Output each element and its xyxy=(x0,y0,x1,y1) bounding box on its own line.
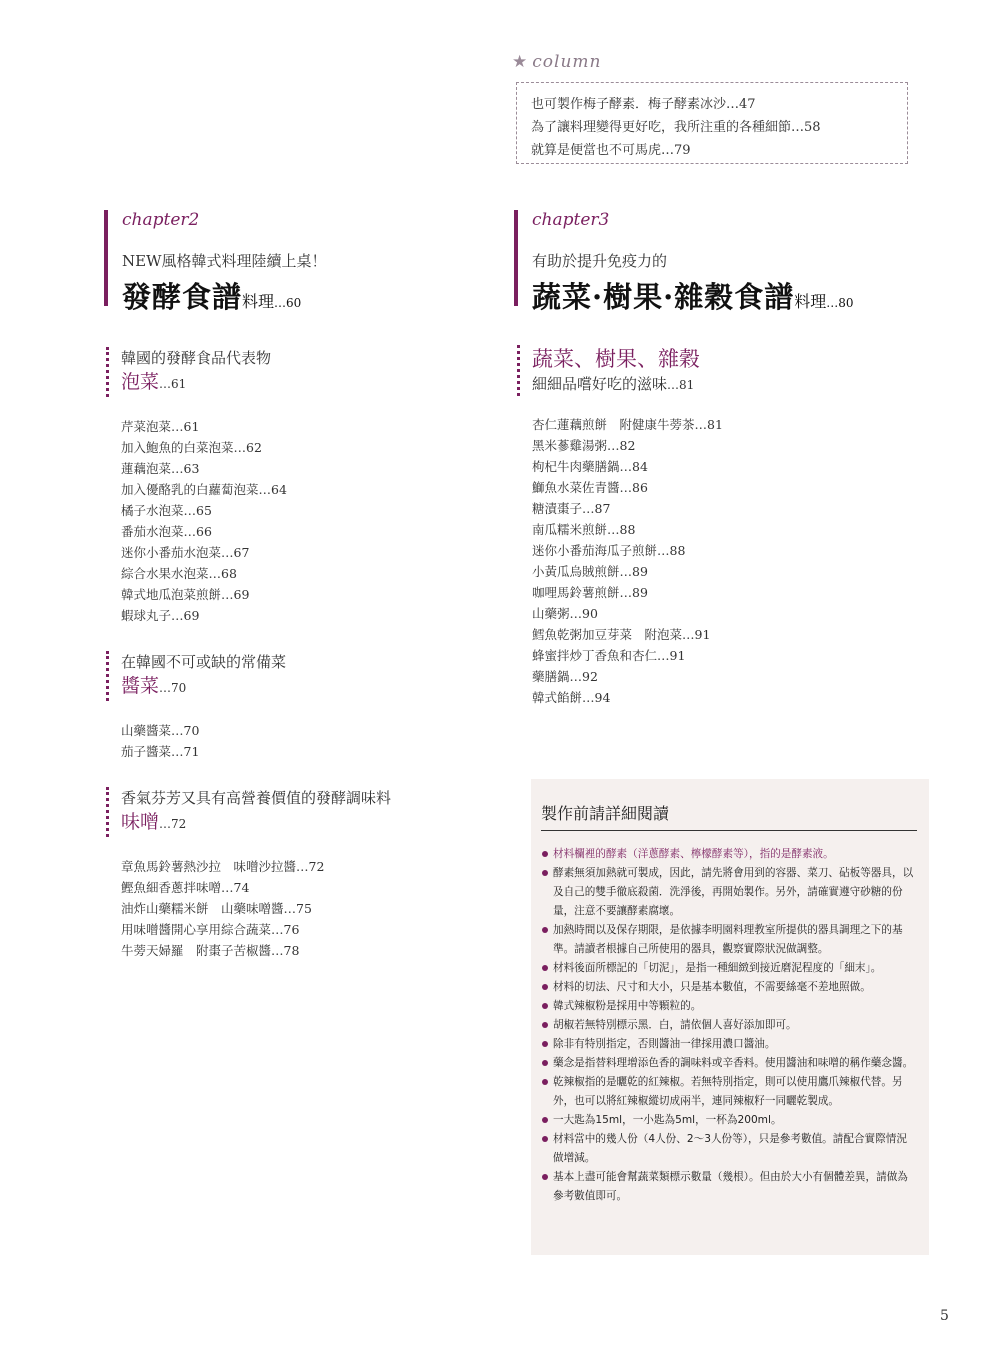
list-item: 迷你小番茄水泡菜…67 xyxy=(121,545,250,560)
chapter3-tag: chapter3 xyxy=(532,210,610,230)
section-veg-list xyxy=(532,414,723,708)
list-item: 迷你小番茄海瓜子煎餅…88 xyxy=(532,543,686,558)
star-icon: ★ xyxy=(512,52,529,72)
list-item: 糖漬棗子…87 xyxy=(532,501,611,516)
list-item: 蝦球丸子…69 xyxy=(121,608,200,623)
list-item: 山藥醬菜…70 xyxy=(121,723,200,738)
page-number: 5 xyxy=(940,1308,949,1324)
notice-item: 韓式辣椒粉是採用中等顆粒的。 xyxy=(541,997,917,1016)
notice-item: 基本上盡可能會幫蔬菜類標示數量（幾根）。但由於大小有個體差異，請做為參考數值即可。 xyxy=(541,1168,917,1206)
column-item: 就算是便當也不可馬虎…79 xyxy=(531,143,691,158)
chapter3-title: 蔬菜·樹果·雜穀食譜料理…80 xyxy=(532,280,854,314)
column-item: 也可製作梅子酵素．梅子酵素冰沙…47 xyxy=(531,97,756,112)
chapter2-tag: chapter2 xyxy=(122,210,200,230)
list-item: 鰤魚水菜佐青醬…86 xyxy=(532,480,648,495)
section-miso-header: 香氣芬芳又具有高營養價值的發酵調味料 味噌…72 xyxy=(106,787,391,837)
notice-item: 加熱時間以及保存期限，是依據李明園料理教室所提供的器具調理之下的基準。請讀者根據自己所使用的器具，觀察實際狀況做調整。 xyxy=(541,921,917,959)
column-box xyxy=(516,82,908,164)
notice-item: 材料的切法、尺寸和大小，只是基本數值，不需要絲毫不差地照做。 xyxy=(541,978,917,997)
list-item: 小黃瓜烏賊煎餅…89 xyxy=(532,564,648,579)
list-item: 綜合水果水泡菜…68 xyxy=(121,566,237,581)
list-item: 藥膳鍋…92 xyxy=(532,669,598,684)
list-item: 杏仁蓮藕煎餅 附健康牛蒡茶…81 xyxy=(532,417,723,432)
list-item: 鰹魚細香蔥拌味噌…74 xyxy=(121,880,250,895)
section-miso-list xyxy=(121,856,324,961)
list-item: 章魚馬鈴薯熱沙拉 味噌沙拉醬…72 xyxy=(121,859,325,874)
column-item: 為了讓料理變得更好吃，我所注重的各種細節…58 xyxy=(531,120,821,135)
notice-box xyxy=(531,779,929,1255)
chapter3-header xyxy=(514,210,854,314)
list-item: 蜂蜜拌炒丁香魚和杏仁…91 xyxy=(532,648,686,663)
list-item: 黑米蔘雞湯粥…82 xyxy=(532,438,636,453)
list-item: 韓式餡餅…94 xyxy=(532,690,611,705)
chapter2-header xyxy=(104,210,327,314)
list-item: 油炸山藥糯米餅 山藥味噌醬…75 xyxy=(121,901,312,916)
notice-item: 胡椒若無特別標示黑．白，請依個人喜好添加即可。 xyxy=(541,1016,917,1035)
notice-item: 乾辣椒指的是曬乾的紅辣椒。若無特別指定，則可以使用鷹爪辣椒代替。另外，也可以將紅辣椒縱切成兩半，連同辣椒籽一同曬乾製成。 xyxy=(541,1073,917,1111)
list-item: 牛蒡天婦羅 附棗子苦椒醬…78 xyxy=(121,943,300,958)
notice-item: 材料後面所標記的「切泥」，是指一種細緻到接近磨泥程度的「細末」。 xyxy=(541,959,917,978)
notice-item: 除非有特別指定，否則醬油一律採用濃口醬油。 xyxy=(541,1035,917,1054)
list-item: 加入鮑魚的白菜泡菜…62 xyxy=(121,440,262,455)
list-item: 橘子水泡菜…65 xyxy=(121,503,212,518)
list-item: 番茄水泡菜…66 xyxy=(121,524,212,539)
notice-title: 製作前請詳細閱讀 xyxy=(541,801,917,831)
list-item: 用味噌醬開心享用綜合蔬菜…76 xyxy=(121,922,300,937)
notice-list xyxy=(541,845,917,1206)
section-kimchi-list xyxy=(121,416,287,626)
chapter2-title: 發酵食譜料理…60 xyxy=(122,280,302,314)
notice-item: 一大匙為15ml，一小匙為5ml，一杯為200ml。 xyxy=(541,1111,917,1130)
list-item: 韓式地瓜泡菜煎餅…69 xyxy=(121,587,250,602)
list-item: 咖哩馬鈴薯煎餅…89 xyxy=(532,585,648,600)
notice-item: 材料欄裡的酵素（洋蔥酵素、檸檬酵素等），指的是酵素液。 xyxy=(541,845,917,864)
notice-item: 酵素無須加熱就可製成，因此，請先將會用到的容器、菜刀、砧板等器具，以及自己的雙手徹底殺菌．洗淨後，再開始製作。另外，請確實遵守砂糖的份量，注意不要讓酵素腐壞。 xyxy=(541,864,917,921)
list-item: 蓮藕泡菜…63 xyxy=(121,461,200,476)
section-veg-header: 蔬菜、樹果、雜穀 細細品嚐好吃的滋味…81 xyxy=(517,345,700,396)
chapter2-subtitle: NEW風格韓式料理陸續上桌！ xyxy=(122,252,327,270)
list-item: 鱈魚乾粥加豆芽菜 附泡菜…91 xyxy=(532,627,711,642)
section-kimchi-header: 韓國的發酵食品代表物 泡菜…61 xyxy=(106,347,271,397)
section-jangajji-header: 在韓國不可或缺的常備菜 醬菜…70 xyxy=(106,651,286,701)
list-item: 山藥粥…90 xyxy=(532,606,598,621)
list-item: 枸杞牛肉藥膳鍋…84 xyxy=(532,459,648,474)
list-item: 南瓜糯米煎餅…88 xyxy=(532,522,636,537)
notice-item: 材料當中的幾人份（4人份、2～3人份等），只是參考數值。請配合實際情況做增減。 xyxy=(541,1130,917,1168)
list-item: 芹菜泡菜…61 xyxy=(121,419,200,434)
notice-item: 藥念是指替料理增添色香的調味料或辛香料。使用醬油和味噌的稱作藥念醬。 xyxy=(541,1054,917,1073)
section-jangajji-list xyxy=(121,720,199,762)
list-item: 茄子醬菜…71 xyxy=(121,744,200,759)
list-item: 加入優酪乳的白蘿蔔泡菜…64 xyxy=(121,482,287,497)
chapter3-subtitle: 有助於提升免疫力的 xyxy=(532,252,668,270)
column-label: ★ column xyxy=(512,52,602,72)
